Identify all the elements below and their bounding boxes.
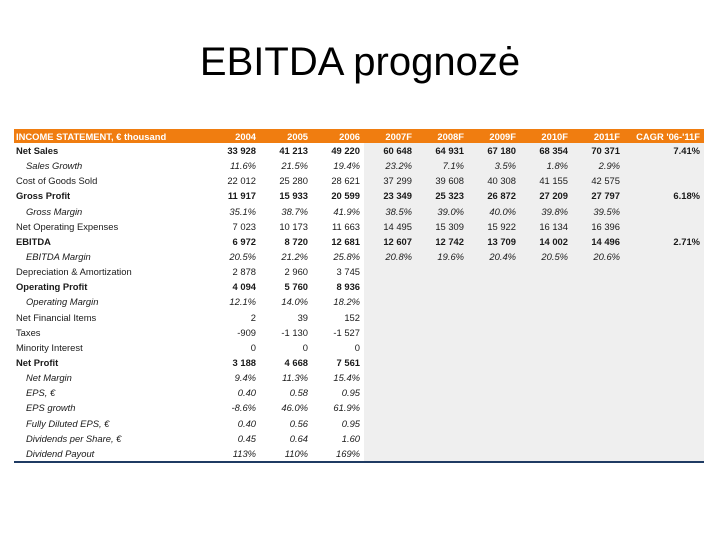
table-cell: 7 561 xyxy=(336,357,360,369)
table-cell xyxy=(364,400,416,415)
table-cell xyxy=(468,325,520,340)
table-row xyxy=(14,173,704,188)
header-cell: 2010F xyxy=(541,130,568,142)
table-body xyxy=(14,143,704,462)
table-cell: -8.6% xyxy=(231,402,256,414)
header-cell: 2004 xyxy=(235,130,256,142)
table-cell xyxy=(624,279,704,294)
table-cell xyxy=(572,264,624,279)
table-cell: 6 972 xyxy=(232,235,256,247)
table-cell xyxy=(572,355,624,370)
table-cell xyxy=(572,446,624,462)
table-cell: 152 xyxy=(344,311,360,323)
table-cell xyxy=(624,204,704,219)
table-cell: 16 134 xyxy=(520,219,572,234)
table-cell: 2 878 xyxy=(232,266,256,278)
table-cell xyxy=(364,264,416,279)
table-cell xyxy=(624,264,704,279)
table-cell: 46.0% xyxy=(281,402,308,414)
table-cell xyxy=(468,294,520,309)
table-cell xyxy=(572,279,624,294)
table-row xyxy=(14,279,704,294)
row-label: Net Sales xyxy=(16,145,59,157)
table-cell: 37 299 xyxy=(364,173,416,188)
table-cell: 14 495 xyxy=(364,219,416,234)
table-cell: 39.8% xyxy=(520,204,572,219)
table-cell xyxy=(364,310,416,325)
income-statement-table xyxy=(14,129,704,463)
table-cell: 27 209 xyxy=(520,188,572,203)
table-row xyxy=(14,294,704,309)
table-cell xyxy=(572,431,624,446)
table-cell: 41 213 xyxy=(279,145,308,157)
table-row xyxy=(14,188,704,203)
table-cell xyxy=(364,340,416,355)
table-cell xyxy=(364,325,416,340)
table-header xyxy=(14,129,704,143)
table-cell xyxy=(416,400,468,415)
row-label: EBITDA xyxy=(16,235,51,247)
table-cell xyxy=(520,325,572,340)
table-cell: 68 354 xyxy=(520,143,572,158)
table-cell: 67 180 xyxy=(468,143,520,158)
table-cell: 61.9% xyxy=(333,402,360,414)
table-cell xyxy=(468,264,520,279)
header-cell: 2007F xyxy=(385,130,412,142)
header-row xyxy=(14,129,704,143)
table-cell: 41 155 xyxy=(520,173,572,188)
table-cell xyxy=(416,264,468,279)
table-cell xyxy=(364,294,416,309)
table-cell: 19.4% xyxy=(333,160,360,172)
table-cell xyxy=(520,370,572,385)
table-cell xyxy=(468,400,520,415)
table-cell xyxy=(416,385,468,400)
table-cell: 20.6% xyxy=(572,249,624,264)
header-cell: 2008F xyxy=(437,130,464,142)
table-cell: 35.1% xyxy=(229,205,256,217)
table-cell: 7.41% xyxy=(624,143,704,158)
table-cell: 15 922 xyxy=(468,219,520,234)
table-cell: 38.5% xyxy=(364,204,416,219)
header-cell: 2011F xyxy=(593,130,620,142)
table-row xyxy=(14,264,704,279)
table-cell: 0.45 xyxy=(237,432,256,444)
table-cell xyxy=(520,294,572,309)
table-cell: 7.1% xyxy=(416,158,468,173)
table-cell xyxy=(572,310,624,325)
table-cell xyxy=(520,355,572,370)
table-row xyxy=(14,431,704,446)
table-cell xyxy=(468,310,520,325)
table-row xyxy=(14,416,704,431)
table-cell xyxy=(416,446,468,462)
table-cell: 39 xyxy=(297,311,308,323)
table-cell: 0 xyxy=(302,341,308,353)
header-cell: 2005 xyxy=(287,130,308,142)
table-cell: 40.0% xyxy=(468,204,520,219)
table-cell: 20.5% xyxy=(520,249,572,264)
table-cell xyxy=(468,385,520,400)
row-label: Operating Margin xyxy=(26,296,99,308)
table-row xyxy=(14,340,704,355)
table-cell: 21.5% xyxy=(281,160,308,172)
table-cell: 39 608 xyxy=(416,173,468,188)
table-cell xyxy=(468,370,520,385)
header-cell: 2006 xyxy=(339,130,360,142)
table-row xyxy=(14,370,704,385)
row-label: Net Financial Items xyxy=(16,311,97,323)
row-label: Net Profit xyxy=(16,357,59,369)
table-row xyxy=(14,325,704,340)
table-cell: 169% xyxy=(312,446,364,462)
table-cell xyxy=(624,158,704,173)
row-label: Taxes xyxy=(16,326,41,338)
table-cell: 28 621 xyxy=(331,175,360,187)
table-cell: 60 648 xyxy=(364,143,416,158)
table-cell: 11 917 xyxy=(227,190,256,202)
table-cell: 21.2% xyxy=(281,251,308,263)
table-cell: 15 309 xyxy=(416,219,468,234)
income-statement-table-wrapper xyxy=(14,129,704,463)
table-cell: 2.9% xyxy=(572,158,624,173)
table-cell xyxy=(416,370,468,385)
table-cell: 49 220 xyxy=(331,145,360,157)
table-cell xyxy=(364,446,416,462)
table-cell xyxy=(468,416,520,431)
table-cell: 9.4% xyxy=(234,372,256,384)
table-cell: -1 130 xyxy=(281,326,308,338)
table-cell xyxy=(624,400,704,415)
table-cell xyxy=(364,279,416,294)
row-label: EBITDA Margin xyxy=(26,251,91,263)
table-cell: 2.71% xyxy=(624,234,704,249)
table-cell: 7 023 xyxy=(232,220,256,232)
table-cell xyxy=(520,264,572,279)
row-label: Net Operating Expenses xyxy=(16,220,119,232)
table-cell xyxy=(520,279,572,294)
table-cell xyxy=(624,219,704,234)
row-label: Fully Diluted EPS, € xyxy=(26,417,110,429)
table-cell xyxy=(572,325,624,340)
table-row xyxy=(14,310,704,325)
table-cell xyxy=(624,325,704,340)
table-cell xyxy=(416,325,468,340)
row-label: Minority Interest xyxy=(16,341,83,353)
table-cell: 19.6% xyxy=(416,249,468,264)
table-cell: 0.40 xyxy=(237,387,256,399)
row-label: EPS, € xyxy=(26,387,56,399)
table-cell: 11.3% xyxy=(282,372,308,384)
table-cell: 64 931 xyxy=(416,143,468,158)
header-cell-label: INCOME STATEMENT, € thousand xyxy=(16,130,167,142)
table-cell: 38.7% xyxy=(281,205,308,217)
table-cell: 70 371 xyxy=(572,143,624,158)
table-cell xyxy=(572,400,624,415)
table-cell xyxy=(416,340,468,355)
table-cell: 6.18% xyxy=(624,188,704,203)
table-cell: 1.8% xyxy=(520,158,572,173)
table-cell xyxy=(416,279,468,294)
row-label: Gross Margin xyxy=(26,205,83,217)
table-cell: 113% xyxy=(208,446,260,462)
table-cell: 13 709 xyxy=(468,234,520,249)
row-label: Sales Growth xyxy=(26,160,83,172)
table-cell xyxy=(364,355,416,370)
table-cell xyxy=(520,431,572,446)
table-cell: 12 607 xyxy=(364,234,416,249)
table-cell xyxy=(520,340,572,355)
table-row xyxy=(14,158,704,173)
table-row xyxy=(14,385,704,400)
table-cell: 110% xyxy=(260,446,312,462)
table-cell: 33 928 xyxy=(227,145,256,157)
table-cell xyxy=(468,355,520,370)
table-cell: 0.40 xyxy=(237,417,256,429)
table-cell: 11 663 xyxy=(332,220,360,232)
table-cell: 3.5% xyxy=(468,158,520,173)
table-cell xyxy=(520,446,572,462)
table-cell: 14 002 xyxy=(520,234,572,249)
row-label: Operating Profit xyxy=(16,281,88,293)
table-cell xyxy=(468,279,520,294)
table-cell: 14 496 xyxy=(572,234,624,249)
table-cell: 0 xyxy=(354,341,360,353)
row-label: Depreciation & Amortization xyxy=(16,266,132,278)
table-cell: 1.60 xyxy=(341,432,360,444)
row-label: Gross Profit xyxy=(16,190,71,202)
table-cell: -1 527 xyxy=(333,326,360,338)
table-cell xyxy=(624,340,704,355)
table-row xyxy=(14,204,704,219)
table-cell: 0.58 xyxy=(289,387,308,399)
table-cell: 27 797 xyxy=(572,188,624,203)
row-label: Dividends per Share, € xyxy=(26,432,122,444)
table-cell: 0.64 xyxy=(289,432,308,444)
table-cell xyxy=(520,385,572,400)
table-cell xyxy=(416,294,468,309)
table-cell: 2 xyxy=(250,311,256,323)
table-cell: 39.0% xyxy=(416,204,468,219)
table-cell: 22 012 xyxy=(227,175,256,187)
table-cell: 0.95 xyxy=(341,417,360,429)
table-cell: 23.2% xyxy=(364,158,416,173)
table-cell: 20 599 xyxy=(331,190,360,202)
table-cell: 3 188 xyxy=(232,357,256,369)
table-cell xyxy=(520,310,572,325)
table-row xyxy=(14,219,704,234)
table-cell xyxy=(364,385,416,400)
table-cell xyxy=(572,294,624,309)
row-label: Dividend Payout xyxy=(14,446,208,462)
table-cell: 12.1% xyxy=(229,296,256,308)
table-cell xyxy=(520,400,572,415)
table-cell xyxy=(624,385,704,400)
table-cell: 0.56 xyxy=(289,417,308,429)
table-cell: 26 872 xyxy=(468,188,520,203)
table-cell: 25 323 xyxy=(416,188,468,203)
table-cell xyxy=(416,431,468,446)
table-cell: 0 xyxy=(250,341,256,353)
table-cell: 25 280 xyxy=(279,175,308,187)
table-cell xyxy=(624,370,704,385)
table-cell xyxy=(624,416,704,431)
table-row xyxy=(14,446,704,462)
table-cell xyxy=(468,340,520,355)
table-cell xyxy=(364,370,416,385)
table-cell: 8 936 xyxy=(336,281,360,293)
table-cell: 23 349 xyxy=(364,188,416,203)
table-cell xyxy=(364,416,416,431)
table-cell xyxy=(572,416,624,431)
table-cell xyxy=(624,173,704,188)
row-label: Net Margin xyxy=(26,372,72,384)
table-row xyxy=(14,143,704,158)
table-cell xyxy=(572,385,624,400)
table-cell xyxy=(572,370,624,385)
table-cell xyxy=(416,310,468,325)
table-cell xyxy=(624,249,704,264)
table-cell: 4 094 xyxy=(232,281,256,293)
table-cell xyxy=(468,431,520,446)
table-cell: 10 173 xyxy=(279,220,308,232)
table-cell: 14.0% xyxy=(281,296,308,308)
table-cell: 12 742 xyxy=(416,234,468,249)
table-cell: 3 745 xyxy=(336,266,360,278)
table-cell xyxy=(364,431,416,446)
table-cell: 5 760 xyxy=(284,281,308,293)
table-cell xyxy=(572,340,624,355)
table-cell xyxy=(416,355,468,370)
page-title: EBITDA prognozė xyxy=(199,40,521,84)
table-cell: 41.9% xyxy=(333,205,360,217)
table-cell: 11.6% xyxy=(230,160,256,172)
table-cell: 20.4% xyxy=(468,249,520,264)
table-row xyxy=(14,400,704,415)
table-cell: 4 668 xyxy=(284,357,308,369)
table-cell: 15.4% xyxy=(333,372,360,384)
table-cell xyxy=(624,446,704,462)
table-cell: 16 396 xyxy=(572,219,624,234)
table-cell xyxy=(468,446,520,462)
table-cell xyxy=(624,310,704,325)
table-cell: 42 575 xyxy=(572,173,624,188)
table-cell xyxy=(624,355,704,370)
table-cell xyxy=(416,416,468,431)
table-cell: 0.95 xyxy=(341,387,360,399)
table-cell: 8 720 xyxy=(284,235,308,247)
table-cell: 12 681 xyxy=(331,235,360,247)
table-row xyxy=(14,355,704,370)
table-cell: 18.2% xyxy=(333,296,360,308)
table-cell: 20.8% xyxy=(364,249,416,264)
table-cell: 39.5% xyxy=(572,204,624,219)
table-cell: 2 960 xyxy=(284,266,308,278)
table-cell: 15 933 xyxy=(279,190,308,202)
table-cell: 25.8% xyxy=(333,251,360,263)
table-cell xyxy=(624,431,704,446)
table-row xyxy=(14,249,704,264)
table-cell: 20.5% xyxy=(229,251,256,263)
table-row xyxy=(14,234,704,249)
table-cell xyxy=(624,294,704,309)
header-cell: 2009F xyxy=(489,130,516,142)
row-label: Cost of Goods Sold xyxy=(16,175,98,187)
row-label: EPS growth xyxy=(26,402,76,414)
table-cell xyxy=(520,416,572,431)
table-cell: -909 xyxy=(237,326,256,338)
header-cell: CAGR '06-'11F xyxy=(636,130,700,142)
table-cell: 40 308 xyxy=(468,173,520,188)
